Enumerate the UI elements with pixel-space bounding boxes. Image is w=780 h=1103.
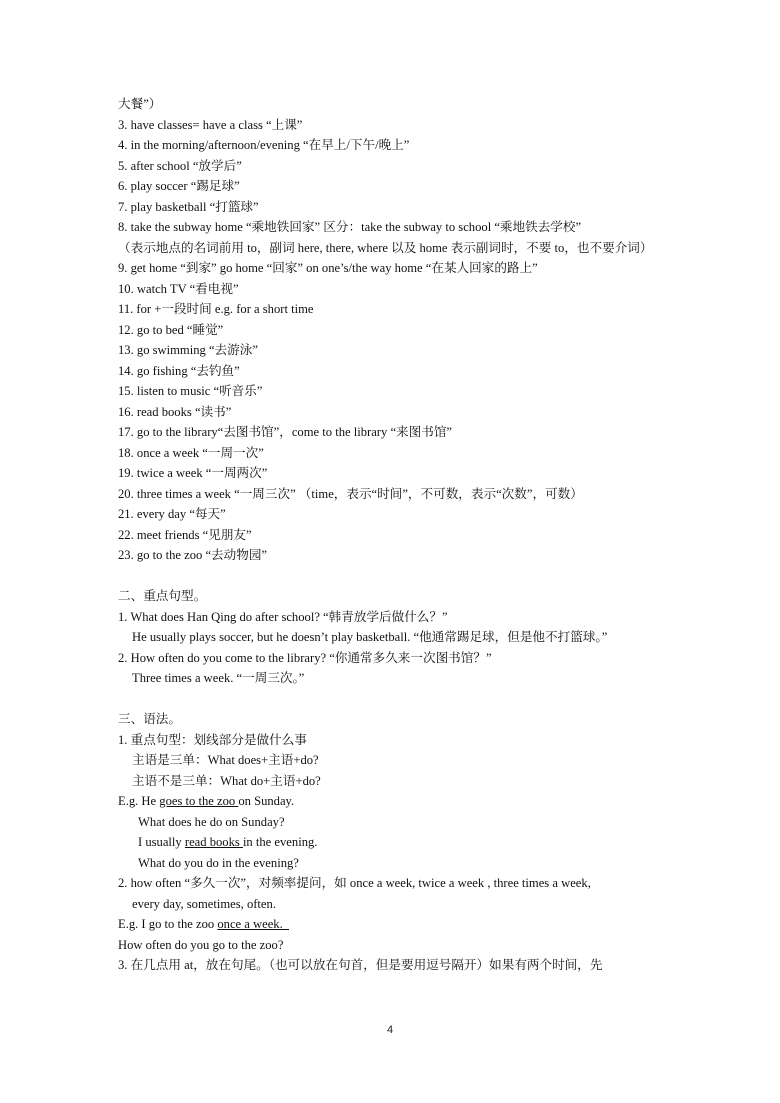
grammar-item-title: 2. how often “多久一次”，对频率提问，如 once a week, twice a week , three times a week, bbox=[118, 876, 591, 890]
vocab-item: 8. take the subway home “乘地铁回家” 区分：take the subway to school “乘地铁去学校” bbox=[118, 220, 582, 234]
vocab-item: 16. read books “读书” bbox=[118, 404, 232, 419]
example-line bbox=[118, 791, 678, 812]
grammar-rule: 主语是三单：What does+主语+do? bbox=[132, 753, 319, 767]
section-grammar bbox=[118, 709, 678, 976]
example-line bbox=[118, 832, 678, 853]
vocab-item: 18. once a week “一周一次” bbox=[118, 445, 264, 460]
example-text: on Sunday. bbox=[238, 794, 295, 808]
vocab-item: 20. three times a week “一周三次” （time，表示“时间”，不可数，表示“次数”，可数） bbox=[118, 486, 583, 501]
underlined-phrase: read books bbox=[184, 835, 243, 849]
sentence-item: 2. How often do you come to the library? “你通常多久来一次图书馆？” bbox=[118, 650, 492, 665]
vocab-note: （表示地点的名词前用 to，副词 here, there, where 以及 home 表示副词时，不要 to，也不要介词） bbox=[118, 240, 653, 255]
vocab-item: 21. every day “每天” bbox=[118, 507, 226, 521]
example-text: E.g. I go to the zoo bbox=[118, 917, 218, 931]
underlined-phrase: goes to the zoo bbox=[159, 794, 239, 808]
example-question: How often do you go to the zoo? bbox=[118, 937, 284, 952]
page-number: 4 bbox=[386, 1024, 394, 1036]
vocab-item: 10. watch TV “看电视” bbox=[118, 281, 239, 296]
example-text: in the evening. bbox=[242, 835, 318, 849]
vocab-item: 6. play soccer “踢足球” bbox=[118, 179, 240, 193]
example-text: E.g. He bbox=[118, 794, 160, 808]
vocab-item: 17. go to the library“去图书馆”，come to the library “来图书馆” bbox=[118, 425, 452, 439]
vocab-item: 15. listen to music “听音乐” bbox=[118, 384, 263, 398]
vocab-item: 12. go to bed “睡觉” bbox=[118, 322, 224, 337]
grammar-item-title: 3. 在几点用 at，放在句尾。（也可以放在句首，但是要用逗号隔开）如果有两个时间，先 bbox=[118, 958, 603, 972]
example-question: What does he do on Sunday? bbox=[138, 814, 285, 829]
vocab-item: 11. for +一段时间 e.g. for a short time bbox=[118, 302, 314, 316]
spacer bbox=[118, 566, 678, 587]
vocab-item: 13. go swimming “去游泳” bbox=[118, 343, 258, 357]
vocab-item: 4. in the morning/afternoon/evening “在早上/下午/晚上” bbox=[118, 138, 410, 152]
vocab-item: 22. meet friends “见朋友” bbox=[118, 527, 252, 542]
example-text: I usually bbox=[138, 835, 185, 849]
spacer bbox=[118, 689, 678, 710]
section-heading: 三、语法。 bbox=[118, 712, 181, 726]
grammar-rule: 主语不是三单：What do+主语+do? bbox=[132, 773, 321, 788]
document-body bbox=[118, 94, 678, 976]
vocab-list bbox=[118, 115, 678, 566]
grammar-item-continuation: every day, sometimes, often. bbox=[132, 896, 276, 911]
vocab-item: 14. go fishing “去钓鱼” bbox=[118, 363, 240, 378]
sentence-answer: Three times a week. “一周三次。” bbox=[132, 671, 305, 685]
section-heading: 二、重点句型。 bbox=[118, 589, 207, 603]
grammar-item-title: 1. 重点句型：划线部分是做什么事 bbox=[118, 732, 307, 747]
sentence-answer: He usually plays soccer, but he doesn’t play basketball. “他通常踢足球，但是他不打篮球。” bbox=[132, 630, 608, 644]
section-key-sentences bbox=[118, 586, 678, 689]
sentence-item: 1. What does Han Qing do after school? “韩青放学后做什么？” bbox=[118, 609, 448, 624]
vocab-item: 23. go to the zoo “去动物园” bbox=[118, 548, 267, 562]
vocab-item: 9. get home “到家” go home “回家” on one’s/the way home “在某人回家的路上” bbox=[118, 261, 538, 275]
vocab-item: 19. twice a week “一周两次” bbox=[118, 466, 268, 480]
example-question: What do you do in the evening? bbox=[138, 855, 299, 870]
example-line bbox=[118, 914, 678, 935]
top-fragment: 大餐”） bbox=[118, 97, 162, 111]
underlined-phrase: once a week. bbox=[217, 917, 290, 931]
vocab-item: 3. have classes= have a class “上课” bbox=[118, 117, 303, 132]
vocab-item: 7. play basketball “打篮球” bbox=[118, 199, 259, 214]
vocab-item: 5. after school “放学后” bbox=[118, 158, 242, 173]
